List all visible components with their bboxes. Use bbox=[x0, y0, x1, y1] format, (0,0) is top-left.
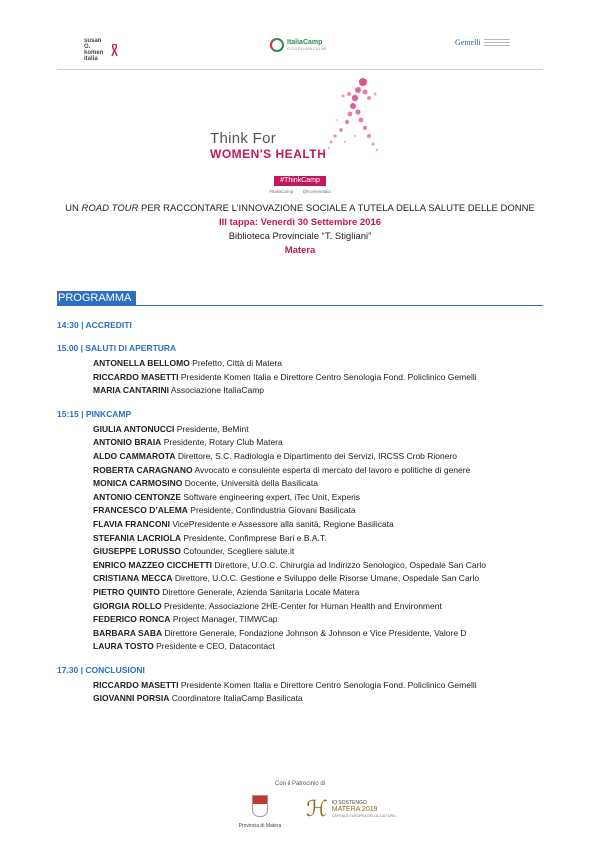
speaker-role: Direttore Generale, Azienda Sanitaria Locale Matera bbox=[159, 586, 360, 597]
speaker-name: GIULIA ANTONUCCI bbox=[93, 423, 175, 434]
speaker-row bbox=[57, 518, 557, 532]
komen-logo bbox=[84, 38, 118, 62]
speaker-role: Cofounder, Scegliere salute.it bbox=[180, 546, 295, 557]
speaker-role: Presidente, Confindustria Giovani Basilicata bbox=[187, 505, 356, 516]
speaker-row bbox=[57, 491, 557, 505]
gemelli-logo bbox=[455, 38, 510, 47]
footer-logos bbox=[0, 795, 600, 835]
speaker-name: RICCARDO MASETTI bbox=[93, 371, 179, 382]
speaker-name: GIUSEPPE LORUSSO bbox=[93, 546, 181, 557]
speaker-role: Coordinatore ItaliaCamp Basilicata bbox=[169, 693, 303, 704]
speaker-row bbox=[57, 477, 557, 491]
speaker-role: Avvocato e consulente esperta di mercato del lavoro e politiche di genere bbox=[192, 464, 471, 475]
matera-mark-icon: ℋ bbox=[306, 796, 328, 821]
italiacamp-circle-icon bbox=[270, 38, 284, 52]
social-handles bbox=[0, 189, 600, 194]
speaker-row bbox=[57, 692, 557, 706]
program-section bbox=[57, 341, 557, 398]
program-divider bbox=[57, 305, 543, 306]
speaker-role: Presidente, Associazione 2HE-Center for Human Health and Environment bbox=[161, 600, 442, 611]
intro-tagline-post: PER RACCONTARE L’INNOVAZIONE SOCIALE A TUTELA DELLA SALUTE DELLE DONNE bbox=[138, 203, 535, 214]
section-heading: 14:30 | ACCREDITI bbox=[57, 320, 132, 330]
komen-handle: @KomenItalia bbox=[302, 189, 331, 194]
hashtag-badge: #ThinkCamp bbox=[274, 176, 326, 186]
speaker-name: BARBARA SABA bbox=[93, 627, 163, 638]
speaker-role: Presidente, Confimprese Bari e B.A.T. bbox=[181, 532, 327, 543]
speaker-role: Presidente e CEO, Datacontact bbox=[153, 641, 275, 652]
hero-title-line2: WOMEN'S HEALTH bbox=[210, 147, 327, 161]
speaker-name: ANTONIO BRAIA bbox=[93, 437, 162, 448]
provincia-label: Provincia di Matera bbox=[238, 823, 282, 829]
speaker-name: FEDERICO RONCA bbox=[93, 614, 171, 625]
speaker-row bbox=[57, 586, 557, 600]
speaker-row bbox=[57, 384, 557, 398]
section-heading: 15:15 | PINKCAMP bbox=[57, 408, 132, 419]
speaker-row bbox=[57, 450, 557, 464]
speaker-row bbox=[57, 423, 557, 437]
speaker-name: LAURA TOSTO bbox=[93, 641, 154, 652]
provincia-crest-icon bbox=[252, 795, 268, 817]
running-woman-icon bbox=[325, 76, 385, 156]
italiacamp-logo bbox=[270, 38, 327, 52]
speaker-role: VicePresidente e Assessore alla sanità, Regione Basilicata bbox=[169, 518, 394, 529]
event-date: III tappa: Venerdì 30 Settembre 2016 bbox=[218, 217, 382, 228]
speaker-name: MARIA CANTARINI bbox=[93, 385, 170, 396]
speaker-role: Presidente, Rotary Club Matera bbox=[161, 437, 283, 448]
speaker-role: Associazione ItaliaCamp bbox=[169, 385, 264, 396]
speaker-name: RICCARDO MASETTI bbox=[93, 679, 179, 690]
speaker-name: FRANCESCO D’ALEMA bbox=[93, 505, 188, 516]
speaker-row bbox=[57, 627, 557, 641]
program-section bbox=[57, 407, 557, 654]
speaker-row bbox=[57, 545, 557, 559]
speaker-name: PIETRO QUINTO bbox=[93, 586, 160, 597]
speaker-name: GIORGIA ROLLO bbox=[93, 600, 162, 611]
speaker-name: ANTONIO CENTONZE bbox=[93, 491, 181, 502]
section-heading: 15.00 | SALUTI DI APERTURA bbox=[57, 343, 177, 353]
intro-tagline-emphasis: ROAD TOUR bbox=[81, 203, 139, 214]
speaker-name: MONICA CARMOSINO bbox=[93, 478, 183, 489]
speaker-row bbox=[57, 640, 557, 654]
speaker-role: Direttore, S.C. Radiologia e Dipartimento dei Servizi, IRCSS Crob Rionero bbox=[175, 450, 458, 461]
hero-banner bbox=[200, 76, 400, 171]
header-divider bbox=[57, 69, 543, 70]
speaker-row bbox=[57, 572, 557, 586]
program-section bbox=[57, 663, 557, 706]
matera-logo-line3: CAPITALE EUROPEA DELLA CULTURA bbox=[331, 814, 396, 818]
speaker-row bbox=[57, 504, 557, 518]
provincia-logo bbox=[230, 795, 290, 829]
speaker-name: ANTONELLA BELLOMO bbox=[93, 358, 190, 368]
event-intro bbox=[0, 202, 600, 258]
event-venue: Biblioteca Provinciale “T. Stigliani” bbox=[228, 231, 372, 242]
speaker-row bbox=[57, 532, 557, 546]
gemelli-logo-text: Gemelli bbox=[455, 38, 481, 47]
speaker-row bbox=[57, 679, 557, 693]
matera-logo-line2: MATERA 2019 bbox=[331, 806, 378, 813]
program-schedule bbox=[57, 318, 557, 715]
speaker-name: CRISTIANA MECCA bbox=[93, 573, 173, 584]
program-section bbox=[57, 318, 557, 332]
komen-logo-text: susan G. komen italia bbox=[84, 38, 104, 62]
header-logos bbox=[0, 38, 600, 64]
speaker-role: Direttore, U.O.C. Chirurgia ad Indirizzo Senologico, Ospedale San Carlo bbox=[212, 559, 487, 570]
gemelli-logo-lines bbox=[484, 39, 510, 47]
italiacamp-logo-subtext: COORDINAZIONE bbox=[287, 46, 328, 51]
program-heading: PROGRAMMA bbox=[57, 291, 136, 305]
speaker-row bbox=[57, 600, 557, 614]
pink-ribbon-icon bbox=[111, 44, 118, 56]
speaker-name: GIOVANNI PORSIA bbox=[93, 693, 170, 704]
speaker-row bbox=[57, 436, 557, 450]
speaker-row bbox=[57, 559, 557, 573]
speaker-row bbox=[57, 464, 557, 478]
speaker-row bbox=[57, 371, 557, 385]
matera-2019-logo bbox=[306, 798, 395, 820]
intro-tagline-pre: UN bbox=[65, 203, 82, 214]
event-city: Matera bbox=[284, 245, 316, 256]
speaker-role: Direttore, U.O.C. Gestione e Sviluppo delle Risorse Umane, Ospedale San Carlo bbox=[172, 573, 480, 584]
section-heading: 17.30 | CONCLUSIONI bbox=[57, 664, 145, 675]
speaker-row bbox=[57, 357, 557, 371]
intro-tagline bbox=[0, 202, 600, 216]
speaker-row bbox=[57, 613, 557, 627]
speaker-role: Direttore Generale, Fondazione Johnson & Johnson e Vice Presidente, Valore D bbox=[162, 627, 467, 638]
speaker-role: Docente, Università della Basilicata bbox=[182, 478, 318, 489]
speaker-role: Software engineering expert, iTec Unit, Experis bbox=[181, 491, 361, 502]
speaker-name: ENRICO MAZZEO CICCHETTI bbox=[93, 559, 212, 570]
speaker-role: Presidente, BeMint bbox=[174, 423, 249, 434]
speaker-role: Project Manager, TIMWCap bbox=[170, 614, 278, 625]
speaker-name: ROBERTA CARAGNANO bbox=[93, 464, 193, 475]
speaker-name: FLAVIA FRANCONI bbox=[93, 518, 170, 529]
matera-logo-line1: IO SOSTENGO bbox=[331, 800, 367, 806]
speaker-name: ALDO CAMMAROTA bbox=[93, 450, 176, 461]
speaker-name: STEFANIA LACRIOLA bbox=[93, 532, 181, 543]
italiacamp-handle: #ItaliaCamp bbox=[269, 189, 294, 194]
speaker-role: Presidente Komen Italia e Direttore Centro Senologia Fond. Policlinico Gemelli bbox=[178, 371, 477, 382]
speaker-role: Prefetto, Città di Matera bbox=[189, 358, 282, 368]
italiacamp-logo-text: ItaliaCamp bbox=[287, 39, 323, 46]
patronage-label: Con il Patrocinio di bbox=[274, 781, 326, 787]
hero-title-line1: Think For bbox=[210, 130, 277, 147]
speaker-role: Presidente Komen Italia e Direttore Centro Senologia Fond. Policlinico Gemelli bbox=[178, 679, 477, 690]
